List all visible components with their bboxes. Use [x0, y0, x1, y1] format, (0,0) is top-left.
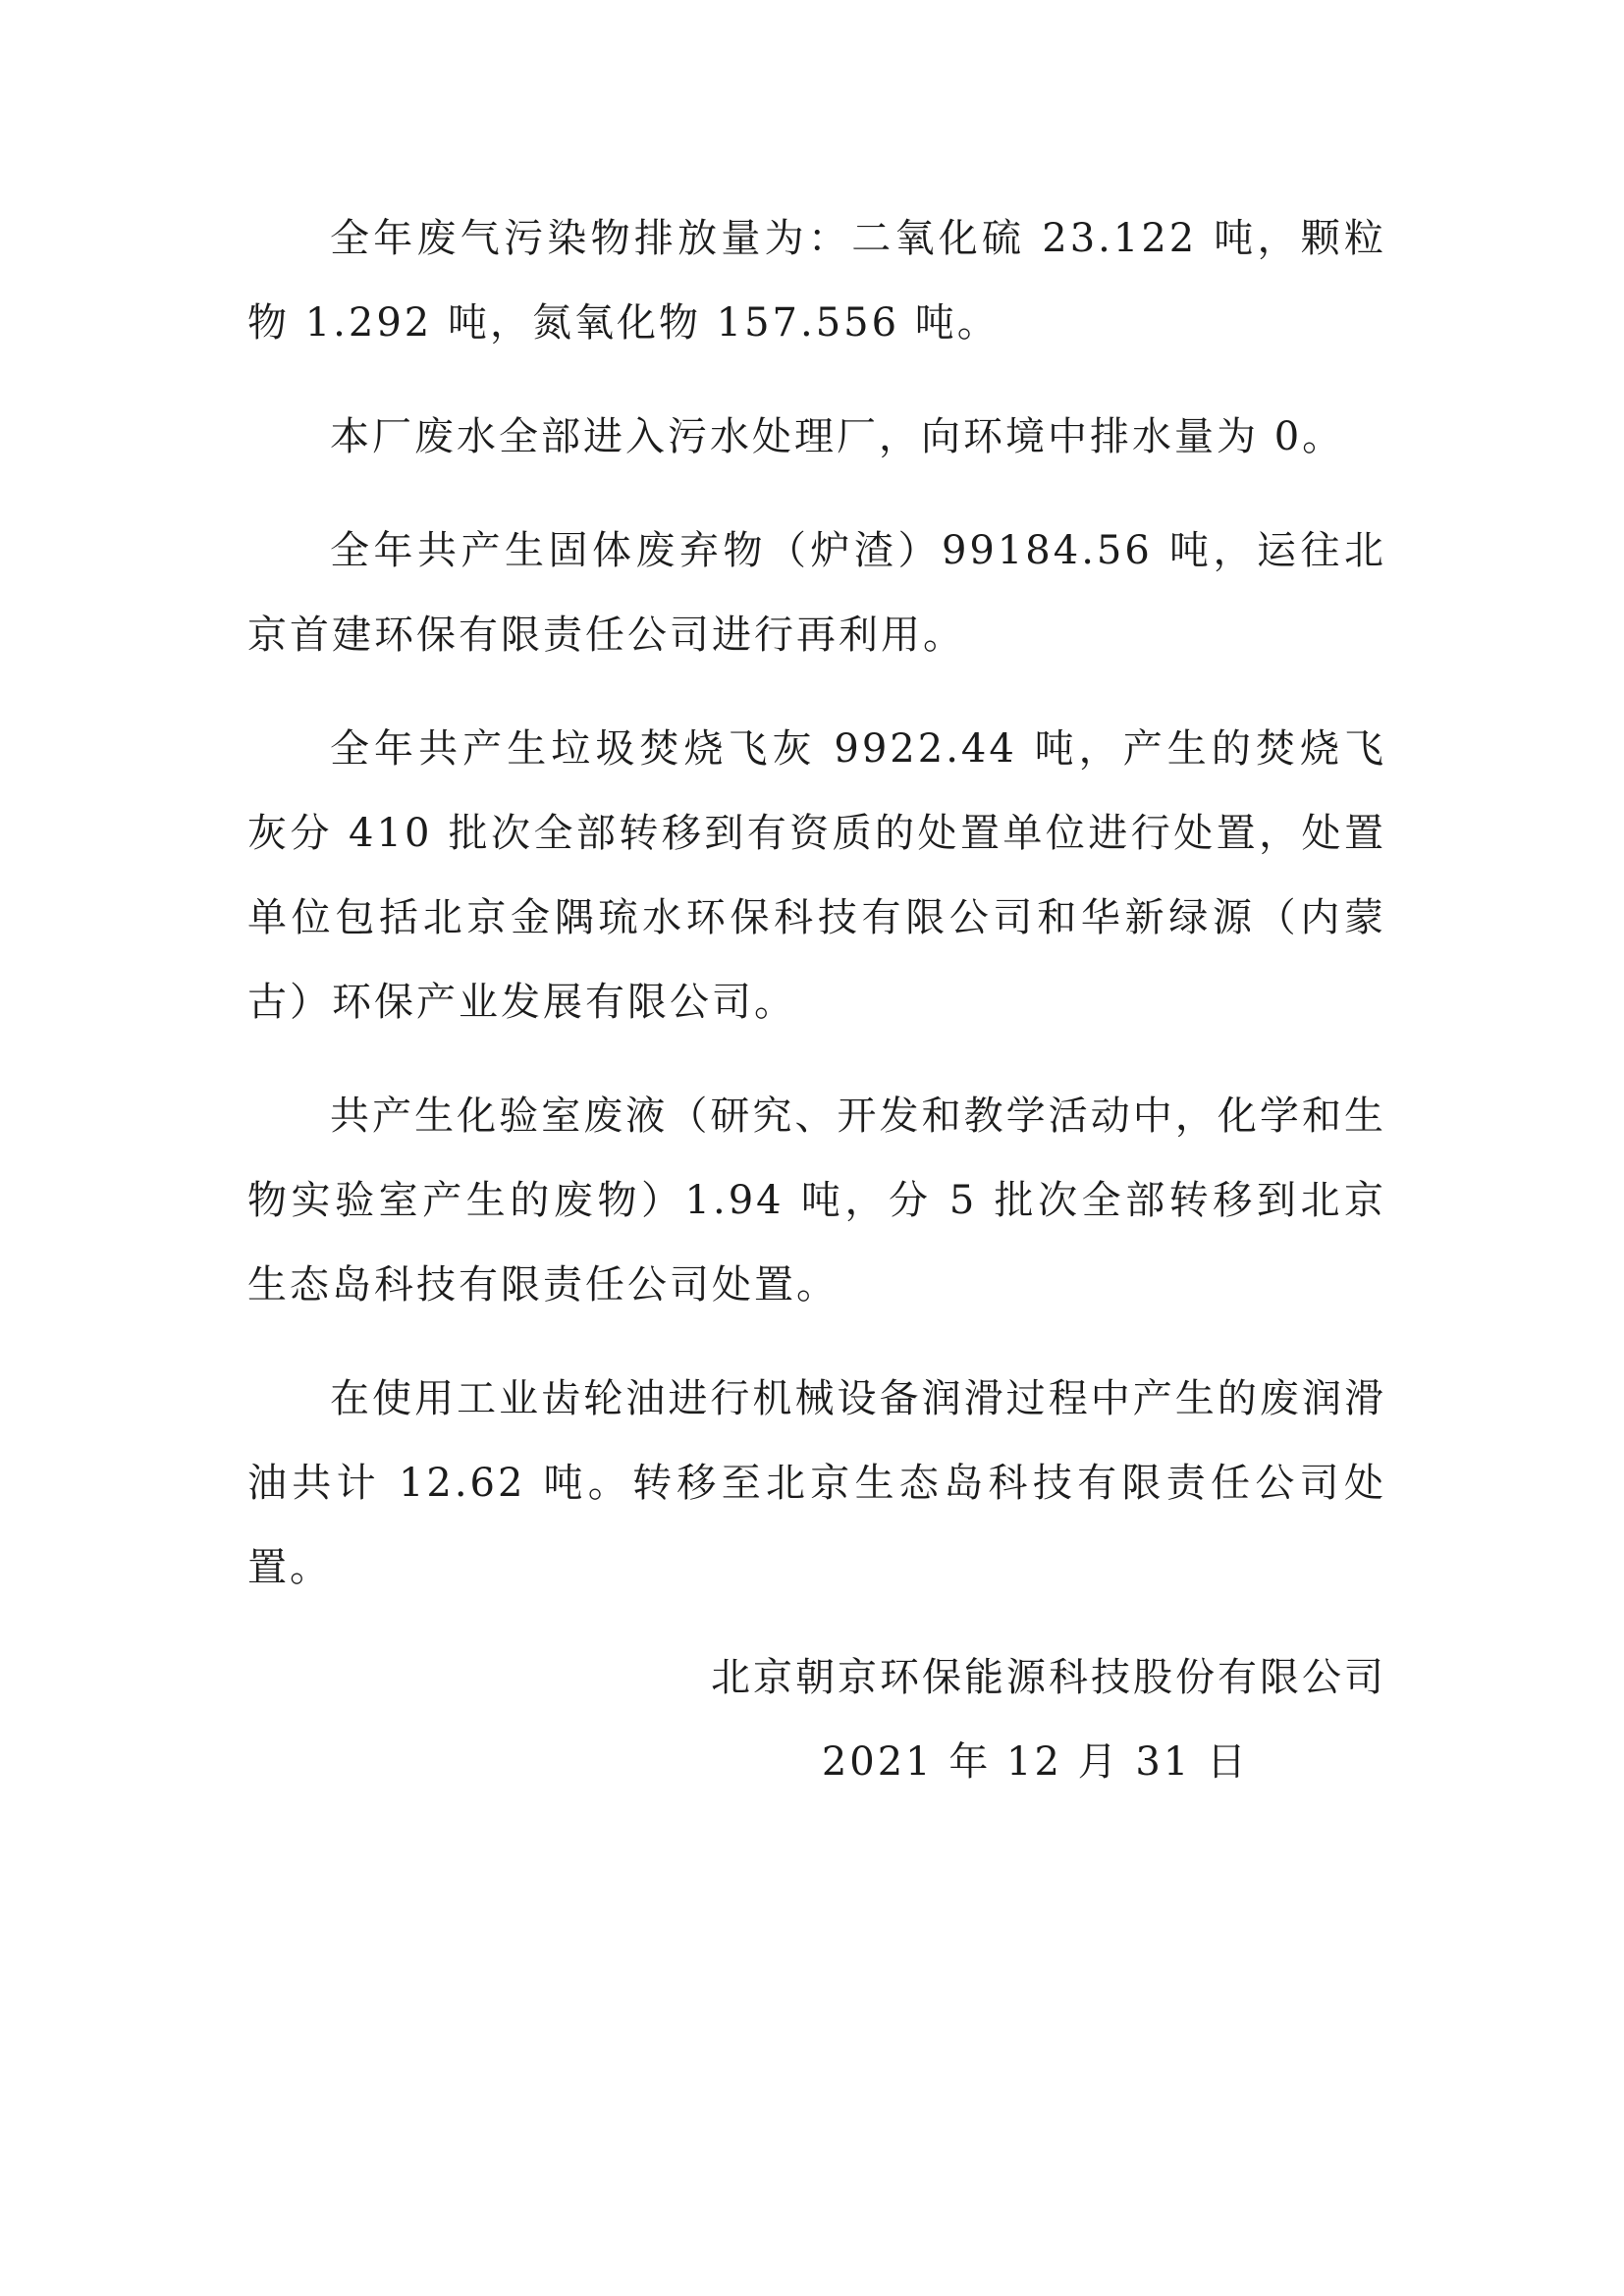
document-body — [247, 196, 1386, 1639]
paragraph-fly-ash: 全年共产生垃圾焚烧飞灰 9922.44 吨，产生的焚烧飞灰分 410 批次全部转移到有资质的处置单位进行处置，处置单位包括北京金隅琉水环保科技有限公司和华新绿源（内蒙古）环保产业发展有限公司。 — [247, 726, 1386, 1025]
paragraph-solid-waste: 全年共产生固体废弃物（炉渣）99184.56 吨，运往北京首建环保有限责任公司进行再利用。 — [247, 528, 1386, 658]
paragraph-air-emissions: 全年废气污染物排放量为：二氧化硫 23.122 吨，颗粒物 1.292 吨，氮氧化物 157.556 吨。 — [247, 216, 1386, 346]
paragraph-lab-waste-liquid: 共产生化验室废液（研究、开发和教学活动中，化学和生物实验室产生的废物）1.94 吨，分 5 批次全部转移到北京生态岛科技有限责任公司处置。 — [247, 1094, 1386, 1308]
signature-company: 北京朝京环保能源科技股份有限公司 — [711, 1655, 1386, 1700]
signature-block — [640, 1635, 1386, 1804]
signature-date: 2021 年 12 月 31 日 — [821, 1739, 1249, 1785]
paragraph-waste-lubricant: 在使用工业齿轮油进行机械设备润滑过程中产生的废润滑油共计 12.62 吨。转移至北京生态岛科技有限责任公司处置。 — [247, 1376, 1386, 1590]
paragraph-wastewater: 本厂废水全部进入污水处理厂，向环境中排水量为 0。 — [330, 414, 1345, 459]
